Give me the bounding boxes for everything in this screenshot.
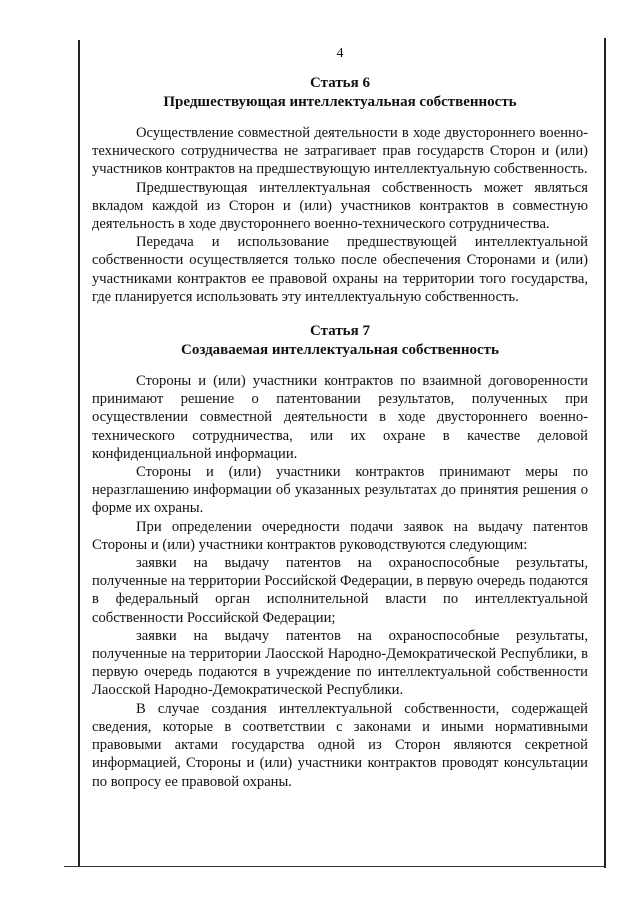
article-number: Статья 6 [310, 75, 370, 91]
article-title: Предшествующая интеллектуальная собственность [163, 94, 517, 110]
page-left-border [78, 40, 80, 866]
paragraph: заявки на выдачу патентов на охраноспособные результаты, полученные на территории Российской Федерации, в первую очередь подаются в федеральный орган исполнительной власти по интеллектуальной собственности Российской Федерации; [92, 555, 588, 626]
paragraph: Стороны и (или) участники контрактов принимают меры по неразглашению информации об указанных результатах до принятия решения о форме их охраны. [92, 464, 588, 517]
paragraph: В случае создания интеллектуальной собственности, содержащей сведения, которые в соответствии с законами и иными нормативными правовыми актами государства одной из Сторон являются секретной информацией, Стороны и (или) участники контрактов проводят консультации по вопросу ее правовой охраны. [92, 700, 588, 790]
page-right-border [604, 38, 606, 868]
paragraph: Передача и использование предшествующей интеллектуальной собственности осуществляется только после обеспечения Сторонами и (или) участниками контрактов ее правовой охраны на территории того государства, где планируется использовать эту интеллектуальную собственность. [92, 234, 588, 305]
article-number: Статья 7 [310, 323, 370, 340]
paragraph: При определении очередности подачи заявок на выдачу патентов Стороны и (или) участники контрактов руководствуются следующим: [92, 518, 588, 553]
paragraph: заявки на выдачу патентов на охраноспособные результаты, полученные на территории Лаосской Народно-Демократической Республики, в первую очередь подаются в учреждение по интеллектуальной собственности Лаосской Народно-Демократической Республики. [92, 627, 588, 699]
page-number: 4 [336, 46, 344, 61]
document-page [92, 46, 588, 791]
article-7 [92, 322, 588, 791]
paragraph: Предшествующая интеллектуальная собственность может являться вкладом каждой из Сторон и (или) участников контрактов в совместную деятельность в ходе двустороннего военно-технического сотрудничества. [92, 179, 588, 233]
article-6 [92, 74, 588, 306]
article-title: Создаваемая интеллектуальная собственность [180, 342, 499, 359]
page-bottom-border [64, 866, 604, 867]
paragraph: Стороны и (или) участники контрактов по взаимной договоренности принимают решение о патентовании результатов, полученных при осуществлении совместной деятельности в ходе двустороннего военно-технического сотрудничества, или их охране в качестве деловой конфиденциальной информации. [92, 373, 588, 462]
paragraph: Осуществление совместной деятельности в ходе двустороннего военно-технического сотрудничества не затрагивает прав государств Сторон и (или) участников контрактов на предшествующую интеллектуальную собственность. [92, 125, 588, 178]
